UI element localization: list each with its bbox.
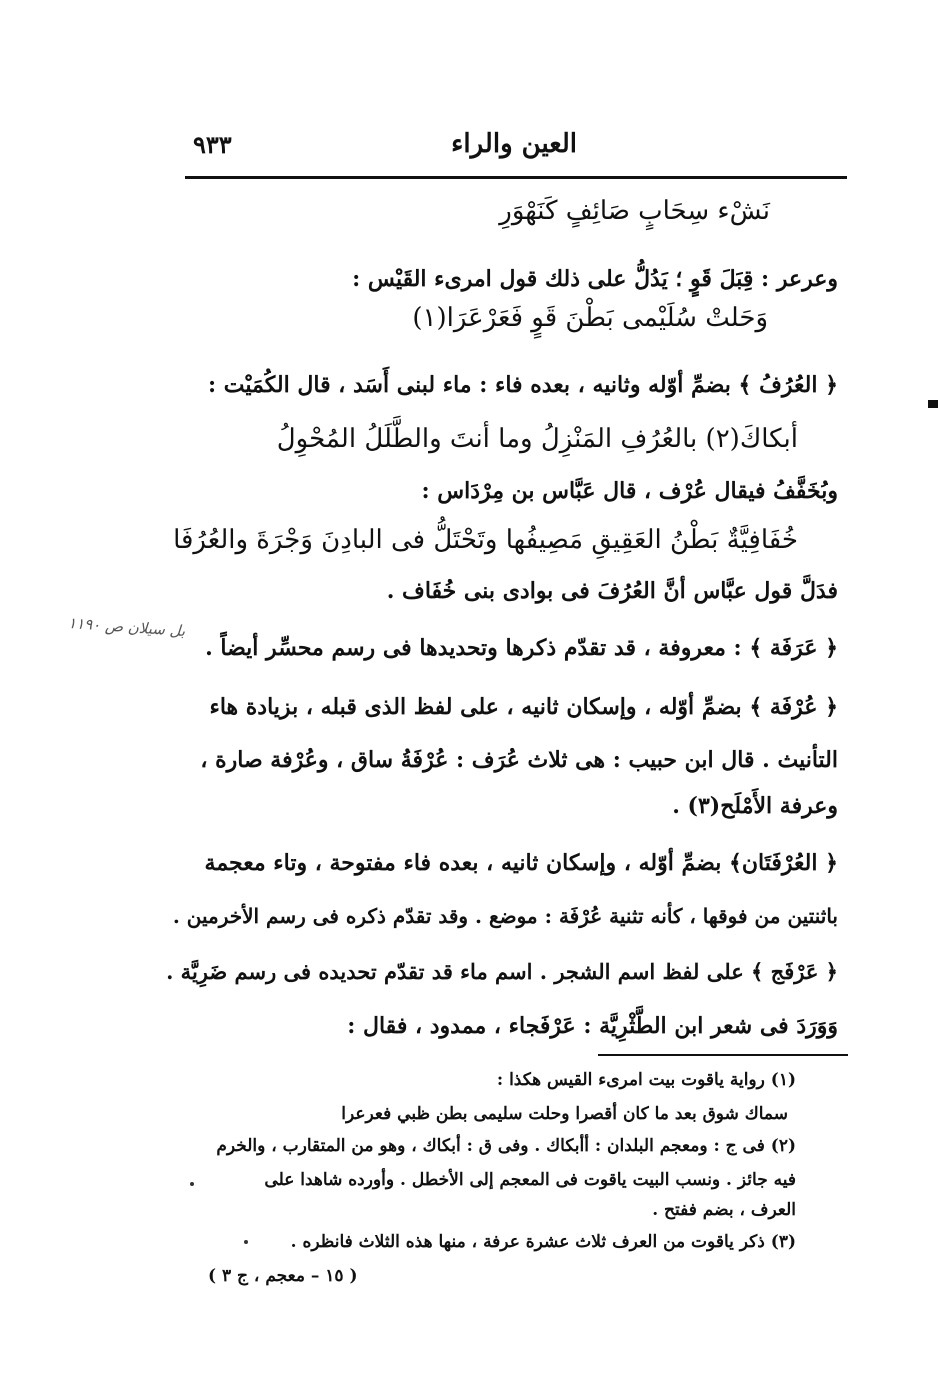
text-line: وعرفة الأَمْلَح(٣) .: [672, 793, 838, 819]
entry-line: ﴿ العُرْفَتَان﴾ بضمِّ أوّله ، وإسكان ثانيه ، بعده فاء مفتوحة ، وتاء معجمة: [204, 850, 838, 876]
entry-line: ﴿ عَرْفَج ﴾ على لفظ اسم الشجر . اسم ماء قد تقدّم تحديده فى رسم ضَرِيَّة .: [166, 959, 838, 984]
entry-line: ﴿ العُرُفُ ﴾ بضمِّ أوّله وثانيه ، بعده فاء : ماء لبنى أَسَد ، قال الكُمَيْت :: [208, 372, 838, 398]
header-rule: [185, 176, 847, 179]
verse-line: نَشْء سِحَابٍ صَائِفٍ كَنَهْوَرِ: [499, 196, 770, 226]
footnote-rule: [598, 1054, 848, 1056]
verse-line: خُفَافِيَّةٌ بَطْنُ العَقِيقِ مَصِيفُها وتَحْتَلُّ فى البادِنَ وَجْرَةَ والعُرُفَا: [173, 525, 798, 555]
verse-line: أبكاكَ(٢) بالعُرُفِ المَنْزِلُ وما أنتَ والطَّلَلُ المُحْوِلُ: [276, 424, 798, 454]
text-line: وبُخَفَّفُ فيقال عُرْف ، قال عَبَّاس بن مِرْدَاس :: [421, 478, 838, 504]
entry-line: ﴿ عُرْفَة ﴾ بضمِّ أوّله ، وإسكان ثانيه ، على لفظ الذى قبله ، بزيادة هاء: [209, 694, 838, 720]
footnote-line: فيه جائز . ونسب البيت ياقوت فى المعجم إلى الأخطل . وأورده شاهدا على: [264, 1170, 796, 1190]
scan-speck: [190, 1182, 194, 1186]
scan-speck: [244, 1240, 248, 1244]
entry-line: ﴿ عَرَفَة ﴾ : معروفة ، قد تقدّم ذكرها وتحديدها فى رسم محسِّر أيضاً .: [205, 635, 838, 661]
footnote-verse: سماك شوق بعد ما كان أقصرا وحلت سليمى بطن ظبي فعرعرا: [341, 1104, 788, 1124]
text-line: باثنتين من فوقها ، كأنه تثنية عُرْفَة : موضع . وقد تقدّم ذكره فى رسم الأخرمين .: [172, 904, 838, 928]
text-line: فدَلَّ قول عبَّاس أنَّ العُرُفَ فى بوادى بنى خُفَاف .: [386, 578, 838, 604]
footnote-line: (٢) فى ج : ومعجم البلدان : أأبكاك . وفى ق : أبكاك ، وهو من المتقارب ، والخرم: [216, 1136, 796, 1156]
handwritten-margin-note: بل سيلان ص ١١٩٠: [67, 613, 186, 641]
text-line: وعرعر : قِبَلَ قَوٍ ؛ يَدُلُّ على ذلك قول امرىء القَيْس :: [352, 266, 838, 292]
text-line: التأنيث . قال ابن حبيب : هى ثلاث عُرَف : عُرْفَةُ ساق ، وعُرْفة صارة ،: [200, 747, 838, 773]
verse-line: وَحَلتْ سُلَيْمى بَطْنَ قَوٍ فَعَرْعَرَا(١): [412, 303, 768, 333]
signature-mark: ( ١٥ – معجم ، ج ٣ ): [208, 1266, 358, 1286]
footnote-line: (٣) ذكر ياقوت من العرف ثلاث عشرة عرفة ، منها هذه الثلاث فانظره .: [290, 1232, 796, 1252]
text-line: وَوَرَدَ فى شعر ابن الطَّثْرِيَّة : عَرْفَجاء ، ممدود ، فقال :: [347, 1013, 838, 1039]
page-number: ٩٣٣: [193, 129, 232, 159]
page-header: [185, 118, 845, 170]
footnote-line: العرف ، بضم ففتح .: [652, 1200, 796, 1220]
footnote-line: (١) رواية ياقوت بيت امرىء القيس هكذا :: [496, 1070, 796, 1090]
running-title: العين والراء: [451, 129, 577, 159]
scan-edge-mark: [928, 400, 938, 408]
